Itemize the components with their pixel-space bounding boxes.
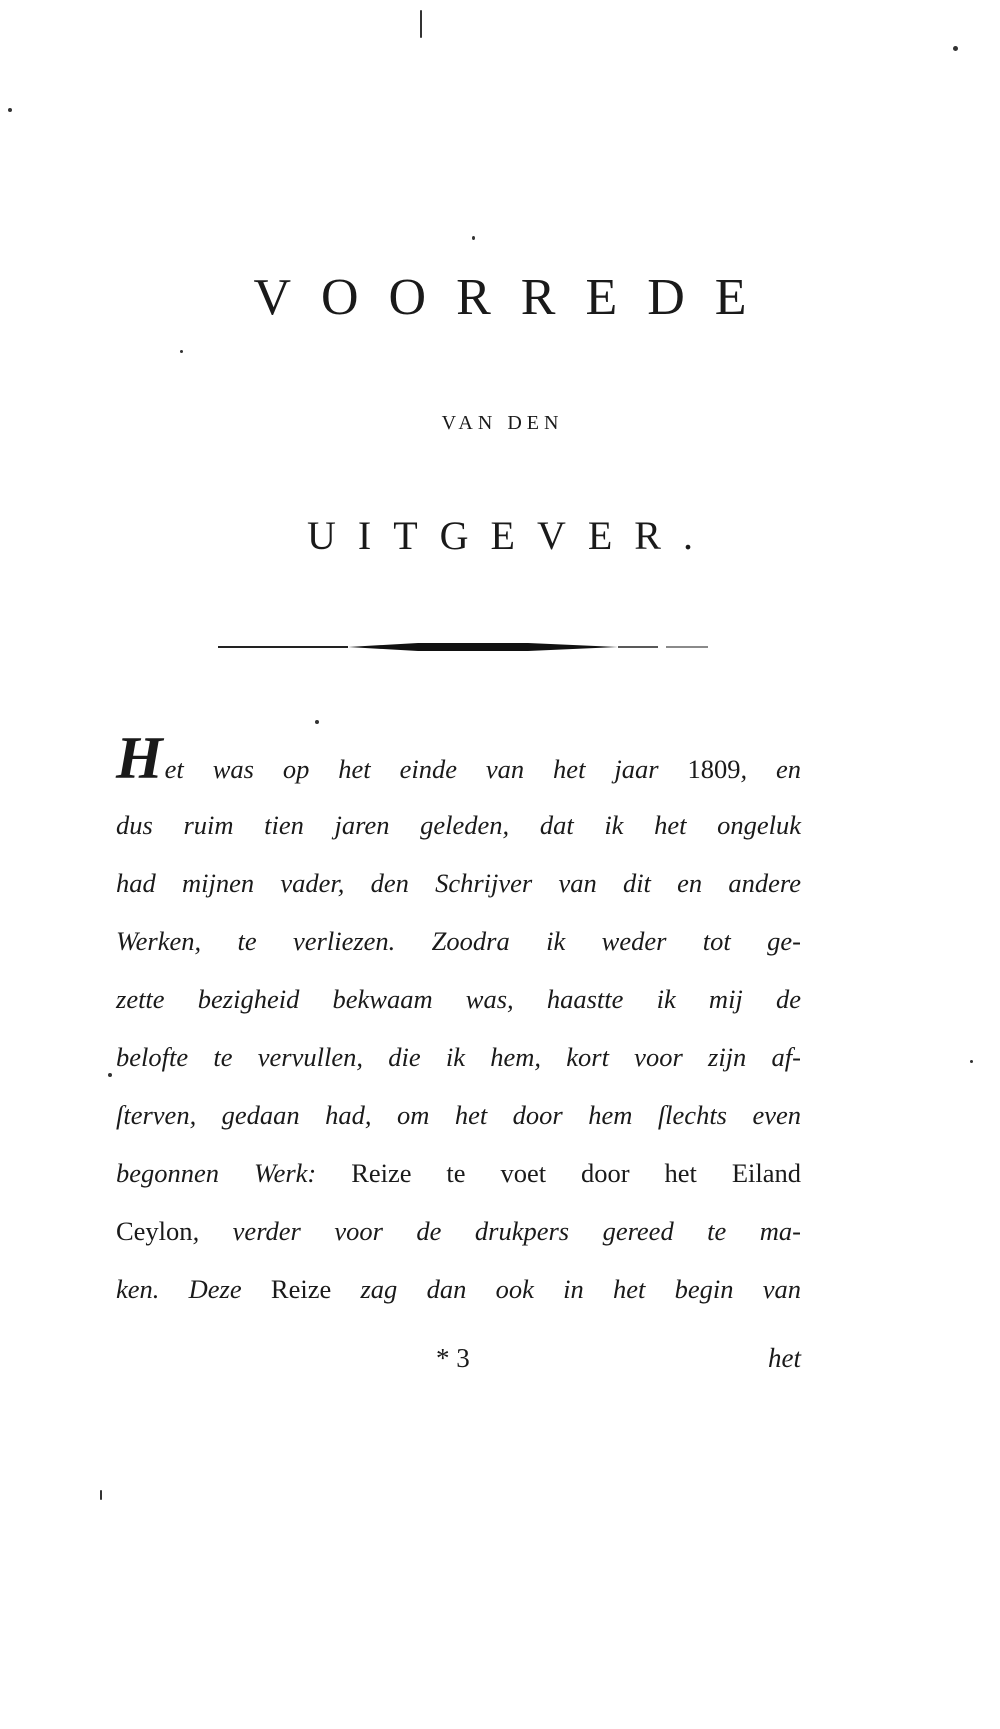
text-line-2: dus ruim tien jaren geleden, dat ik het ongeluk bbox=[116, 810, 801, 840]
line-8-italic: begonnen Werk: bbox=[116, 1158, 352, 1188]
line-9-ceylon: Ceylon bbox=[116, 1216, 193, 1246]
line-1-part-b: , en bbox=[740, 754, 802, 784]
page-subtitle: VAN DEN bbox=[441, 412, 564, 434]
scan-speck bbox=[472, 236, 475, 240]
text-line-8 bbox=[116, 1144, 801, 1202]
text-line-4: Werken, te verliezen. Zoodra ik weder tot ge- bbox=[116, 926, 801, 956]
text-line-3: had mijnen vader, den Schrijver van dit en andere bbox=[116, 868, 801, 898]
page-footer bbox=[116, 1343, 801, 1393]
page-subtitle-publisher: UITGEVER. bbox=[307, 513, 715, 558]
text-line-10 bbox=[116, 1260, 801, 1318]
line-10-reize: Reize bbox=[270, 1274, 332, 1304]
text-line-7: ſterven, gedaan had, om het door hem ſlechts even bbox=[116, 1100, 801, 1130]
drop-cap: H bbox=[116, 725, 163, 791]
catchword: het bbox=[768, 1343, 801, 1373]
signature-mark: * 3 bbox=[436, 1343, 470, 1373]
scan-speck bbox=[100, 1490, 102, 1500]
scan-speck bbox=[970, 1060, 973, 1063]
page-title: VOORREDE bbox=[253, 269, 777, 326]
line-10-part-b: zag dan ook in het begin van bbox=[331, 1274, 802, 1304]
line-1-part-a: et was op het einde van het jaar bbox=[164, 754, 688, 784]
scan-speck bbox=[953, 46, 958, 51]
line-10-part-a: ken. Deze bbox=[116, 1274, 271, 1304]
text-line-5: zette bezigheid bekwaam was, haastte ik mij de bbox=[116, 984, 801, 1014]
scan-speck bbox=[108, 1073, 112, 1077]
line-8-title: Reize te voet door het Eiland bbox=[351, 1158, 802, 1188]
ornamental-divider bbox=[218, 640, 708, 654]
text-line-6: belofte te vervullen, die ik hem, kort voor zijn af- bbox=[116, 1042, 801, 1072]
text-line-9 bbox=[116, 1202, 801, 1260]
line-1-year: 1809 bbox=[687, 754, 741, 784]
scan-speck bbox=[8, 108, 12, 112]
scan-speck bbox=[315, 720, 319, 724]
line-9-italic: , verder voor de drukpers gereed te ma- bbox=[192, 1216, 801, 1246]
scan-speck bbox=[180, 350, 183, 353]
text-line-1 bbox=[116, 725, 802, 796]
preface-text bbox=[116, 725, 802, 1318]
scan-speck bbox=[420, 10, 422, 38]
